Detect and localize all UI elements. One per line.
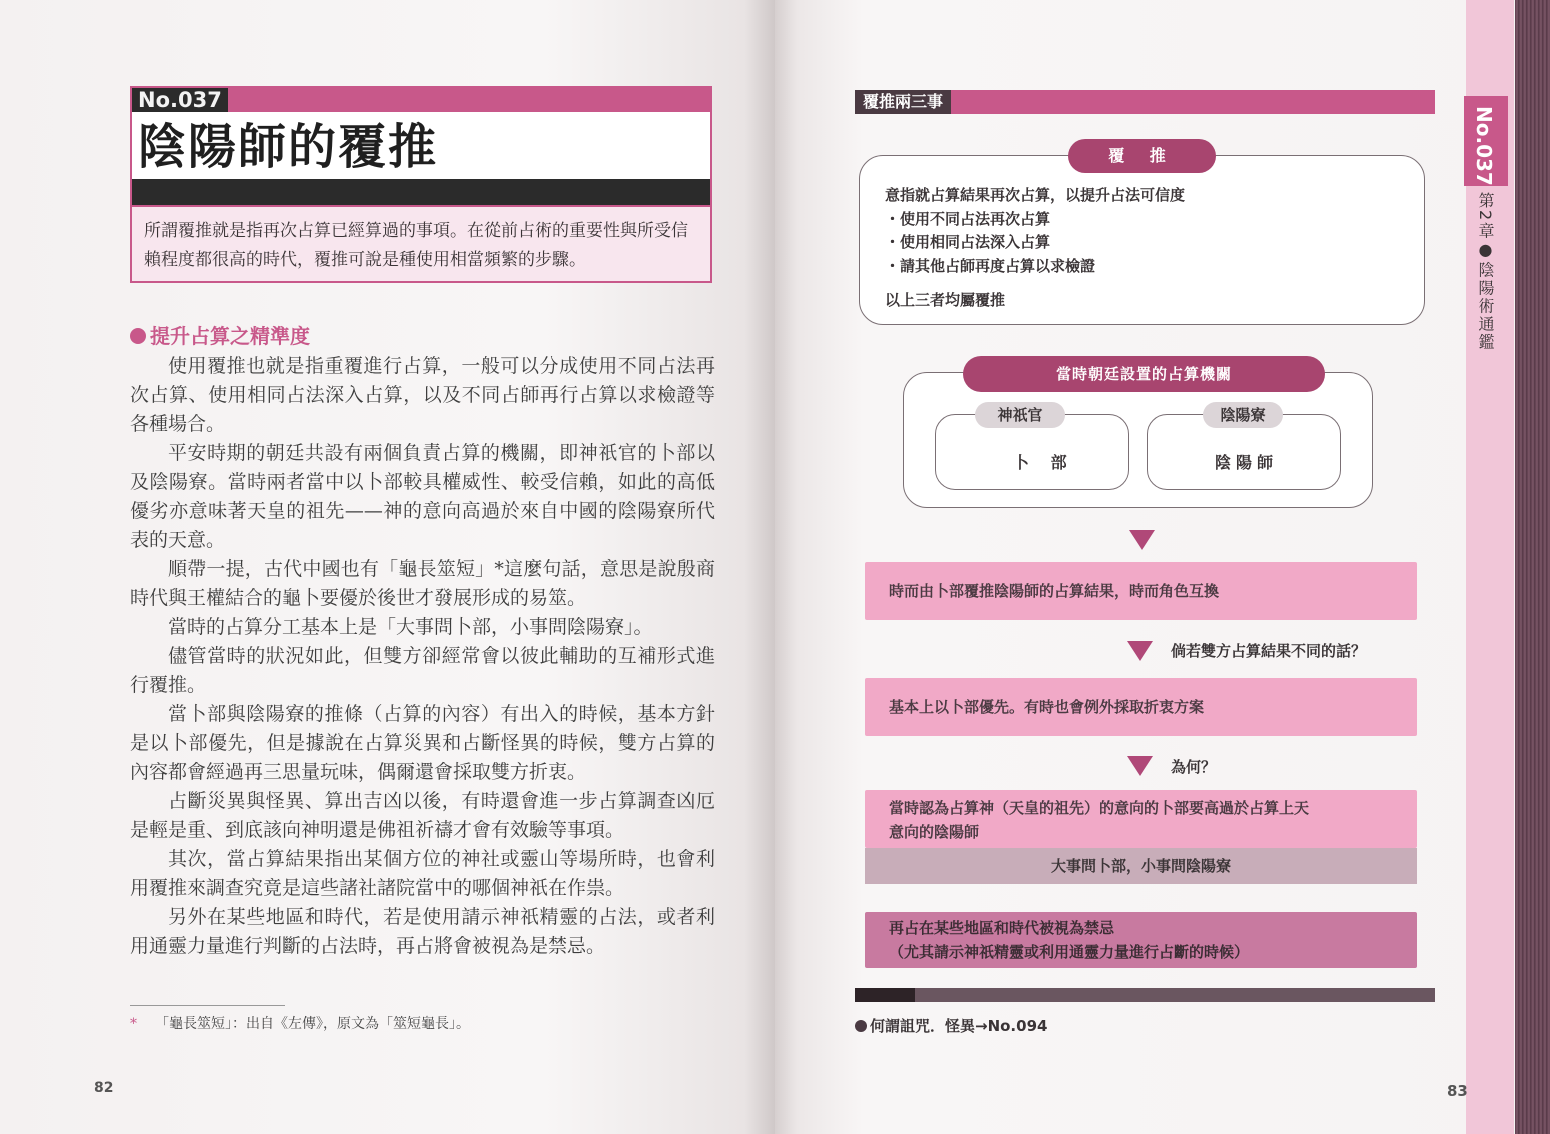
flow-step-3-line: 當時認為占算神（天皇的祖先）的意向的卜部要高過於占算上天 [889,799,1310,817]
body-text [130,352,715,961]
flow-step-3-conclusion: 大事問卜部，小事問陰陽寮 [865,848,1417,884]
onmyoji-text: 陰陽師 [1215,453,1279,472]
flow-step-4 [865,912,1417,968]
bullet-dot-icon [855,1020,867,1032]
paragraph: 占斷災異與怪異、算出吉凶以後，有時還會進一步占算調查凶厄是輕是重、到底該向神明還是佛祖祈禱才會有效驗等事項。 [130,790,715,841]
footnote-mark: * [130,1016,137,1032]
side-tab-number: No.037 [1472,106,1496,186]
paragraph: 當時的占算分工基本上是「大事問卜部，小事問陰陽寮」。 [168,616,653,638]
bullet-dot-icon [130,328,146,344]
diagram-title: 覆推兩三事 [855,90,951,114]
page-title: 陰陽師的覆推 [138,119,439,175]
side-tab-number-box [1464,96,1508,186]
jingikan-label: 神祇官 [975,402,1065,428]
institutions-pill: 當時朝廷設置的占算機關 [963,356,1325,392]
flow-step-1: 時而由卜部覆推陰陽師的占算結果，時而角色互換 [865,562,1417,620]
side-tab-chapter: 第2章●陰陽術通鑑 [1476,192,1495,352]
related-link-text: 何謂詛咒．怪異→No.094 [870,1017,1048,1035]
entry-number: No.037 [132,88,228,112]
flow-question-1: 倘若雙方占算結果不同的話？ [1171,642,1367,660]
section-heading-text: 提升占算之精準度 [150,324,310,348]
paragraph: 平安時期的朝廷共設有兩個負責占算的機關，即神祇官的卜部以及陰陽寮。當時兩者當中以卜部較具權威性、較受信賴，如此的高低優劣亦意味著天皇的祖先——神的意向高過於來自中國的陰陽寮所代表的天意。 [130,442,715,551]
definition-line: ・使用不同占法再次占算 [885,209,1051,228]
definition-line: 意指就占算結果再次占算，以提升占法可信度 [885,186,1186,204]
paragraph: 當卜部與陰陽寮的推條（占算的內容）有出入的時候，基本方針是以卜部優先，但是據說在占算災異和占斷怪異的時候，雙方占算的內容都會經過再三思量玩味，偶爾還會採取雙方折衷。 [130,703,715,783]
footnote-divider [130,1005,285,1006]
flow-question-2: 為何？ [1171,758,1217,776]
paragraph: 儘管當時的狀況如此，但雙方卻經常會以彼此輔助的互補形式進行覆推。 [130,645,715,696]
definition-footer: 以上三者均屬覆推 [885,291,1006,309]
paragraph: 另外在某些地區和時代，若是使用請示神祇精靈的占法，或者利用通靈力量進行判斷的占法時，再占將會被視為是禁忌。 [130,906,715,957]
flow-step-2: 基本上以卜部優先。有時也會例外採取折衷方案 [865,678,1417,736]
definition-line: ・使用相同占法深入占算 [885,233,1051,251]
down-arrow-icon [1127,756,1153,776]
title-box [130,86,712,207]
definition-line: ・請其他占師再度占算以求檢證 [885,256,1096,275]
related-label [855,988,915,1002]
flow-step-4-line: 再占在某些地區和時代被視為禁忌 [889,919,1115,937]
right-page [775,0,1515,1134]
urabe-text: 卜 部 [1013,453,1075,472]
down-arrow-icon [1127,641,1153,661]
title-bottom-bar [132,179,710,205]
section-heading [130,320,310,349]
book-page-edges [1515,0,1550,1134]
flow-step-4-line: （尤其請示神祇精靈或利用通靈力量進行占斷的時候） [889,943,1250,961]
footnote-text: 「龜長筮短」：出自《左傳》，原文為「筮短龜長」。 [155,1016,470,1032]
footnote [130,1013,470,1033]
diagram-header-bar [855,90,1435,114]
summary-box: 所謂覆推就是指再次占算已經算過的事項。在從前占術的重要性與所受信賴程度都很高的時代，覆推可說是種使用相當頻繁的步驟。 [130,207,712,283]
page-number-right: 83 [1447,1082,1468,1100]
onmyoryo-label: 陰陽寮 [1203,402,1283,428]
definition-pill: 覆 推 [1068,139,1216,173]
definition-text [885,184,1415,278]
paragraph: 順帶一提，古代中國也有「龜長筮短」*這麼句話，意思是說殷商時代與王權結合的龜卜要優於後世才發展形成的易筮。 [130,558,715,609]
flow-step-3 [865,790,1417,848]
chapter-side-tab [1464,96,1500,1106]
paragraph: 使用覆推也就是指重覆進行占算，一般可以分成使用不同占法再次占算、使用相同占法深入占算，以及不同占師再行占算以求檢證等各種場合。 [130,355,715,435]
down-arrow-icon [1129,530,1155,550]
related-link[interactable] [855,1015,1047,1036]
paragraph: 其次，當占算結果指出某個方位的神社或靈山等場所時，也會利用覆推來調查究竟是這些諸社諸院當中的哪個神祇在作祟。 [130,848,715,899]
related-bar [855,988,1435,1002]
flow-step-3-line: 意向的陰陽師 [889,823,980,841]
page-number-left: 82 [94,1080,114,1096]
